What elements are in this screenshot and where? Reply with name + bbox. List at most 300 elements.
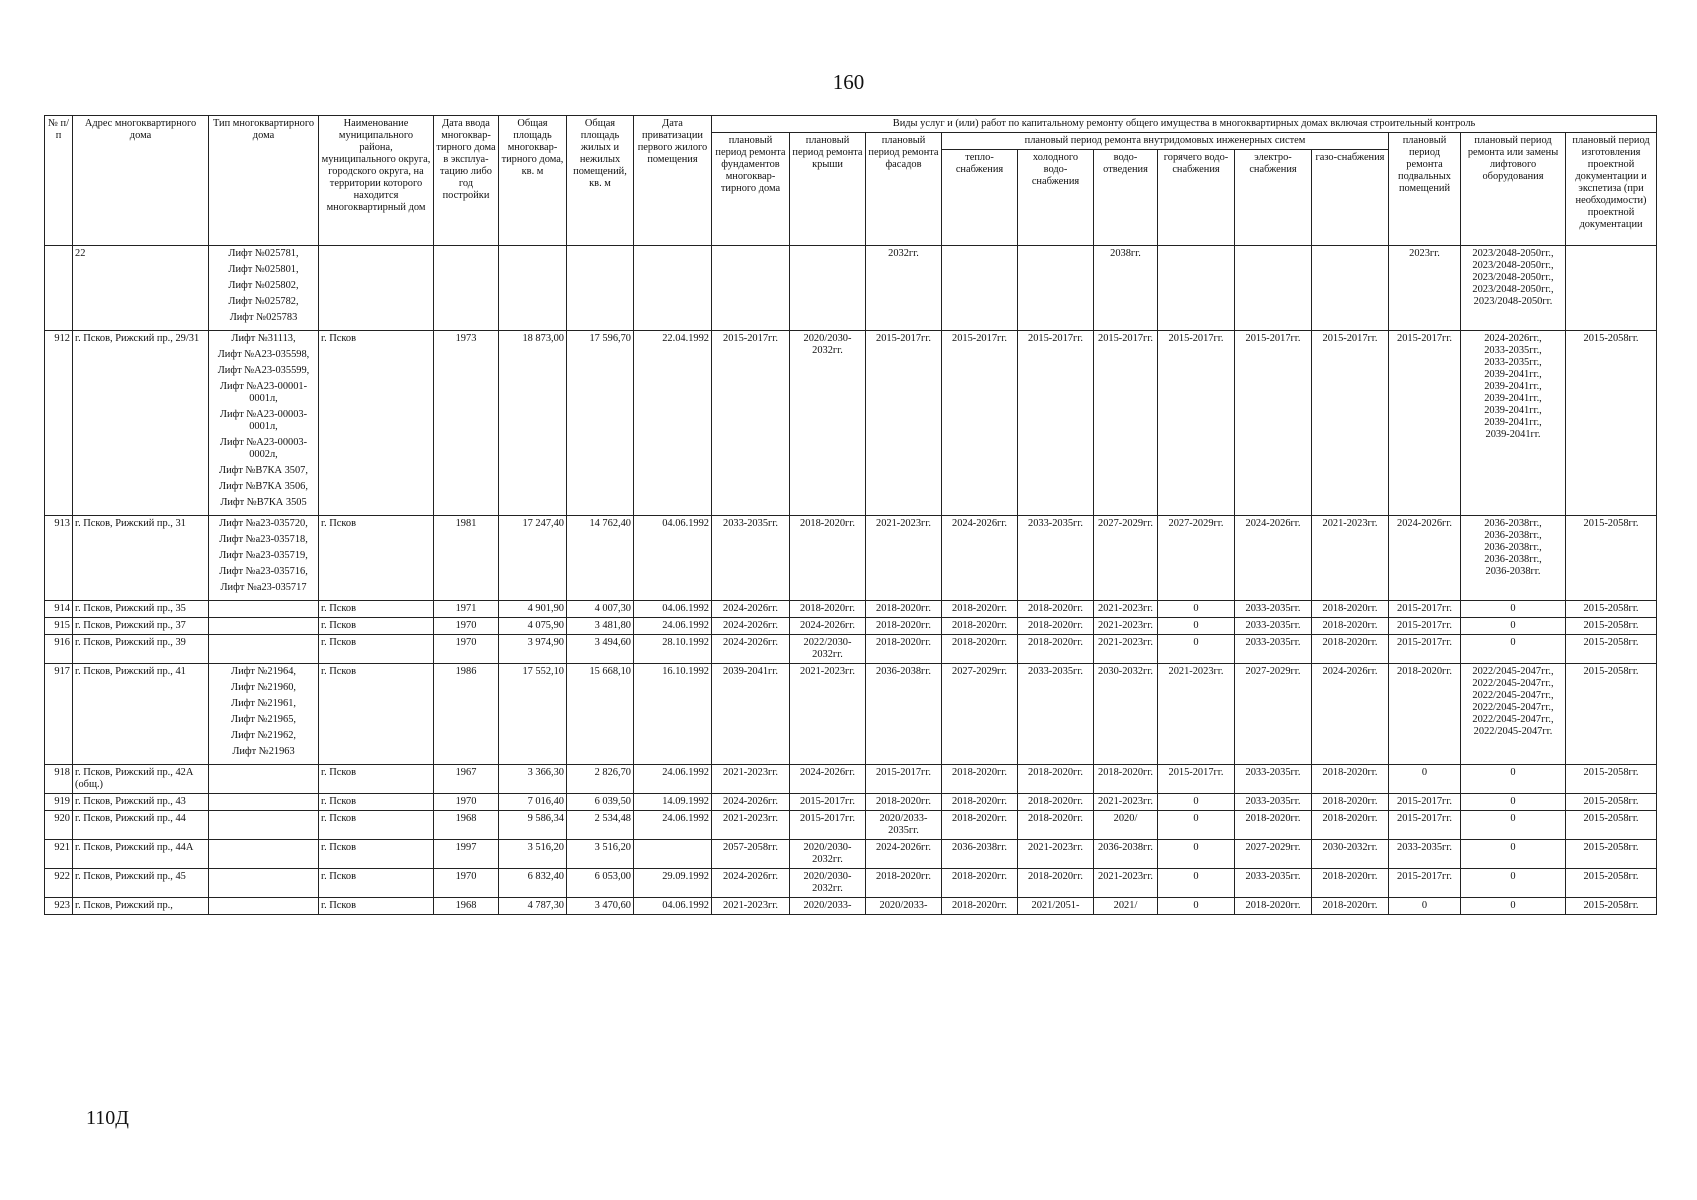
list-line: 2024-2026гг., — [1484, 333, 1542, 344]
cell-design-docs: 2015-2058гг. — [1566, 635, 1657, 664]
list-line: 2023/2048-2050гг., — [1472, 248, 1554, 259]
list-line: 2022/2045-2047гг. — [1473, 726, 1553, 737]
cell-electric: 2015-2017гг. — [1235, 331, 1312, 516]
cell-cold-water — [1018, 246, 1094, 331]
cell-sewer: 2021-2023гг. — [1094, 618, 1158, 635]
cell-municipality: г. Псков — [319, 765, 434, 794]
cell-living-area: 3 481,80 — [567, 618, 634, 635]
cell-gas: 2018-2020гг. — [1312, 618, 1389, 635]
cell-num: 914 — [45, 601, 73, 618]
table-row — [45, 765, 1657, 794]
cell-design-docs: 2015-2058гг. — [1566, 840, 1657, 869]
cell-roof: 2020/2030-2032гг. — [790, 331, 866, 516]
cell-total-area: 3 974,90 — [499, 635, 567, 664]
cell-hot-water: 0 — [1158, 840, 1235, 869]
cell-basement: 2015-2017гг. — [1389, 331, 1461, 516]
cell-design-docs: 2015-2058гг. — [1566, 601, 1657, 618]
cell-municipality: г. Псков — [319, 869, 434, 898]
cell-total-area: 17 247,40 — [499, 516, 567, 601]
table-row — [45, 664, 1657, 765]
cell-living-area — [567, 246, 634, 331]
cell-type — [209, 246, 319, 331]
cell-heat: 2015-2017гг. — [942, 331, 1018, 516]
cell-elevator — [1461, 840, 1566, 869]
list-line: Лифт №025802, — [228, 280, 299, 291]
cell-hot-water: 2021-2023гг. — [1158, 664, 1235, 765]
cell-hot-water: 0 — [1158, 869, 1235, 898]
list-line: Лифт №21964, — [231, 666, 296, 677]
cell-elevator — [1461, 765, 1566, 794]
list-line: 2022/2045-2047гг., — [1472, 678, 1554, 689]
cell-hot-water: 0 — [1158, 794, 1235, 811]
cell-roof: 2021-2023гг. — [790, 664, 866, 765]
cell-address: г. Псков, Рижский пр., 29/31 — [73, 331, 209, 516]
cell-hot-water: 0 — [1158, 811, 1235, 840]
table-row — [45, 898, 1657, 915]
table-row — [45, 794, 1657, 811]
cell-roof: 2022/2030-2032гг. — [790, 635, 866, 664]
cell-facade: 2018-2020гг. — [866, 618, 942, 635]
list-line: 2022/2045-2047гг., — [1472, 702, 1554, 713]
cell-sewer: 2021-2023гг. — [1094, 794, 1158, 811]
cell-heat: 2018-2020гг. — [942, 869, 1018, 898]
list-line: 2022/2045-2047гг., — [1472, 666, 1554, 677]
list-line: Лифт №В7КА 3507, — [219, 465, 308, 476]
cell-design-docs: 2015-2058гг. — [1566, 664, 1657, 765]
list-line: Лифт №21963 — [232, 746, 295, 757]
cell-gas: 2018-2020гг. — [1312, 811, 1389, 840]
list-line: 0 — [1510, 620, 1516, 631]
col-hot-water-header: горячего водо-снабжения — [1158, 150, 1235, 246]
cell-heat: 2018-2020гг. — [942, 794, 1018, 811]
list-line: Лифт №025781, — [228, 248, 299, 259]
col-year-header: Дата ввода многоквар-тирного дома в эксплуа-тацию либо год постройки — [434, 116, 499, 246]
cell-living-area: 17 596,70 — [567, 331, 634, 516]
list-line: 2022/2045-2047гг., — [1472, 690, 1554, 701]
cell-elevator — [1461, 618, 1566, 635]
cell-type — [209, 618, 319, 635]
cell-type — [209, 840, 319, 869]
cell-municipality: г. Псков — [319, 664, 434, 765]
cell-address: г. Псков, Рижский пр., 35 — [73, 601, 209, 618]
cell-electric: 2033-2035гг. — [1235, 635, 1312, 664]
cell-year: 1981 — [434, 516, 499, 601]
works-group-header: Виды услуг и (или) работ по капитальному ремонту общего имущества в многоквартирных домах включая строительный контроль — [712, 116, 1657, 133]
cell-design-docs: 2015-2058гг. — [1566, 898, 1657, 915]
cell-municipality — [319, 246, 434, 331]
cell-electric: 2018-2020гг. — [1235, 898, 1312, 915]
cell-year: 1968 — [434, 811, 499, 840]
cell-num — [45, 246, 73, 331]
table-row — [45, 618, 1657, 635]
cell-elevator — [1461, 794, 1566, 811]
table-row — [45, 601, 1657, 618]
list-line: 0 — [1510, 767, 1516, 778]
cell-electric: 2024-2026гг. — [1235, 516, 1312, 601]
cell-elevator — [1461, 664, 1566, 765]
cell-design-docs: 2015-2058гг. — [1566, 765, 1657, 794]
cell-facade: 2018-2020гг. — [866, 794, 942, 811]
cell-hot-water: 0 — [1158, 898, 1235, 915]
cell-heat: 2036-2038гг. — [942, 840, 1018, 869]
cell-privatization — [634, 840, 712, 869]
cell-address: г. Псков, Рижский пр., 44 — [73, 811, 209, 840]
cell-heat: 2027-2029гг. — [942, 664, 1018, 765]
cell-design-docs: 2015-2058гг. — [1566, 811, 1657, 840]
list-line: Лифт №А23-035599, — [217, 365, 310, 376]
cell-sewer: 2030-2032гг. — [1094, 664, 1158, 765]
cell-living-area: 4 007,30 — [567, 601, 634, 618]
cell-sewer: 2015-2017гг. — [1094, 331, 1158, 516]
list-line: 2036-2038гг., — [1484, 518, 1542, 529]
lift-list — [211, 666, 316, 758]
cell-municipality: г. Псков — [319, 601, 434, 618]
cell-basement: 2033-2035гг. — [1389, 840, 1461, 869]
cell-sewer: 2036-2038гг. — [1094, 840, 1158, 869]
cell-design-docs: 2015-2058гг. — [1566, 794, 1657, 811]
cell-roof: 2015-2017гг. — [790, 794, 866, 811]
list-line: 2022/2045-2047гг., — [1472, 714, 1554, 725]
cell-year — [434, 246, 499, 331]
cell-gas: 2030-2032гг. — [1312, 840, 1389, 869]
cell-electric — [1235, 246, 1312, 331]
cell-foundation: 2024-2026гг. — [712, 794, 790, 811]
cell-basement: 2023гг. — [1389, 246, 1461, 331]
cell-municipality: г. Псков — [319, 811, 434, 840]
cell-type — [209, 765, 319, 794]
cell-foundation — [712, 246, 790, 331]
cell-type — [209, 635, 319, 664]
cell-hot-water: 0 — [1158, 635, 1235, 664]
cell-design-docs: 2015-2058гг. — [1566, 331, 1657, 516]
cell-facade: 2020/2033- — [866, 898, 942, 915]
col-municipality-header: Наименование муниципального района, муниципального округа, городского округа, на территории которого находится многоквартирный дом — [319, 116, 434, 246]
cell-address: г. Псков, Рижский пр., 41 — [73, 664, 209, 765]
cell-total-area: 3 366,30 — [499, 765, 567, 794]
cell-sewer: 2021-2023гг. — [1094, 869, 1158, 898]
cell-cold-water: 2033-2035гг. — [1018, 664, 1094, 765]
cell-gas: 2018-2020гг. — [1312, 898, 1389, 915]
list-line: 2039-2041гг., — [1484, 417, 1542, 428]
cell-elevator — [1461, 811, 1566, 840]
list-line: 2039-2041гг., — [1484, 405, 1542, 416]
cell-sewer: 2021-2023гг. — [1094, 601, 1158, 618]
col-num-header: № п/п — [45, 116, 73, 246]
list-line: Лифт №21965, — [231, 714, 296, 725]
cell-total-area — [499, 246, 567, 331]
list-line: 0 — [1510, 796, 1516, 807]
cell-heat: 2018-2020гг. — [942, 601, 1018, 618]
cell-type — [209, 516, 319, 601]
footer-code: 110Д — [86, 1107, 129, 1129]
list-line: Лифт №В7КА 3505 — [220, 497, 307, 508]
cell-type — [209, 664, 319, 765]
cell-municipality: г. Псков — [319, 516, 434, 601]
cell-num: 915 — [45, 618, 73, 635]
cell-num: 919 — [45, 794, 73, 811]
cell-electric: 2033-2035гг. — [1235, 601, 1312, 618]
cell-basement: 0 — [1389, 898, 1461, 915]
cell-address: 22 — [73, 246, 209, 331]
cell-living-area: 3 470,60 — [567, 898, 634, 915]
list-line: 2036-2038гг., — [1484, 530, 1542, 541]
cell-cold-water: 2018-2020гг. — [1018, 635, 1094, 664]
cell-year: 1971 — [434, 601, 499, 618]
cell-facade: 2021-2023гг. — [866, 516, 942, 601]
cell-cold-water: 2021/2051- — [1018, 898, 1094, 915]
list-line: 0 — [1510, 871, 1516, 882]
cell-num: 918 — [45, 765, 73, 794]
cell-municipality: г. Псков — [319, 331, 434, 516]
cell-design-docs: 2015-2058гг. — [1566, 618, 1657, 635]
cell-gas: 2021-2023гг. — [1312, 516, 1389, 601]
list-line: Лифт №025783 — [229, 312, 298, 323]
list-line: 2023/2048-2050гг., — [1472, 284, 1554, 295]
list-line: 2033-2035гг., — [1484, 345, 1542, 356]
list-line: 0 — [1510, 842, 1516, 853]
cell-municipality: г. Псков — [319, 618, 434, 635]
cell-municipality: г. Псков — [319, 794, 434, 811]
cell-sewer: 2018-2020гг. — [1094, 765, 1158, 794]
cell-living-area: 3 516,20 — [567, 840, 634, 869]
cell-foundation: 2033-2035гг. — [712, 516, 790, 601]
cell-facade: 2032гг. — [866, 246, 942, 331]
list-line: 2023/2048-2050гг., — [1472, 260, 1554, 271]
list-line: Лифт №А23-00003-0002л, — [219, 437, 308, 460]
cell-heat — [942, 246, 1018, 331]
cell-privatization — [634, 246, 712, 331]
cell-privatization: 24.06.1992 — [634, 765, 712, 794]
cell-sewer: 2020/ — [1094, 811, 1158, 840]
cell-basement: 2015-2017гг. — [1389, 794, 1461, 811]
cell-heat: 2018-2020гг. — [942, 811, 1018, 840]
list-line: Лифт №21960, — [231, 682, 296, 693]
list-line: 2036-2038гг. — [1485, 566, 1541, 577]
cell-address: г. Псков, Рижский пр., 45 — [73, 869, 209, 898]
cell-electric: 2033-2035гг. — [1235, 794, 1312, 811]
cell-design-docs — [1566, 246, 1657, 331]
cell-roof: 2024-2026гг. — [790, 618, 866, 635]
cell-num: 913 — [45, 516, 73, 601]
cell-living-area: 2 826,70 — [567, 765, 634, 794]
cell-privatization: 24.06.1992 — [634, 618, 712, 635]
cell-total-area: 17 552,10 — [499, 664, 567, 765]
cell-total-area: 4 075,90 — [499, 618, 567, 635]
cell-roof: 2024-2026гг. — [790, 765, 866, 794]
cell-heat: 2018-2020гг. — [942, 898, 1018, 915]
cell-num: 917 — [45, 664, 73, 765]
cell-facade: 2018-2020гг. — [866, 635, 942, 664]
cell-foundation: 2021-2023гг. — [712, 811, 790, 840]
cell-privatization: 29.09.1992 — [634, 869, 712, 898]
cell-hot-water — [1158, 246, 1235, 331]
list-line: Лифт №а23-035716, — [219, 566, 308, 577]
list-line: Лифт №21961, — [231, 698, 296, 709]
cell-num: 920 — [45, 811, 73, 840]
cell-sewer: 2021-2023гг. — [1094, 635, 1158, 664]
cell-elevator — [1461, 331, 1566, 516]
cell-foundation: 2024-2026гг. — [712, 635, 790, 664]
col-elevator-header: плановый период ремонта или замены лифтового оборудования — [1461, 133, 1566, 246]
cell-electric: 2033-2035гг. — [1235, 618, 1312, 635]
cell-year: 1970 — [434, 635, 499, 664]
cell-privatization: 04.06.1992 — [634, 898, 712, 915]
table-header — [45, 116, 1657, 246]
cell-cold-water: 2018-2020гг. — [1018, 765, 1094, 794]
col-address-header: Адрес многоквартирного дома — [73, 116, 209, 246]
cell-living-area: 2 534,48 — [567, 811, 634, 840]
cell-foundation: 2024-2026гг. — [712, 601, 790, 618]
cell-living-area: 6 039,50 — [567, 794, 634, 811]
cell-facade: 2018-2020гг. — [866, 869, 942, 898]
cell-num: 912 — [45, 331, 73, 516]
cell-electric: 2018-2020гг. — [1235, 811, 1312, 840]
cell-gas: 2018-2020гг. — [1312, 869, 1389, 898]
cell-facade: 2018-2020гг. — [866, 601, 942, 618]
cell-cold-water: 2018-2020гг. — [1018, 618, 1094, 635]
cell-gas: 2018-2020гг. — [1312, 601, 1389, 618]
col-type-header: Тип многоквартирного дома — [209, 116, 319, 246]
col-roof-header: плановый период ремонта крыши — [790, 133, 866, 246]
cell-year: 1970 — [434, 618, 499, 635]
cell-total-area: 3 516,20 — [499, 840, 567, 869]
cell-type — [209, 869, 319, 898]
cell-total-area: 9 586,34 — [499, 811, 567, 840]
list-line: 2023/2048-2050гг. — [1473, 296, 1553, 307]
cell-privatization: 22.04.1992 — [634, 331, 712, 516]
col-design-docs-header: плановый период изготовления проектной документации и экспетиза (при необходимости) проектной документации — [1566, 133, 1657, 246]
cell-foundation: 2057-2058гг. — [712, 840, 790, 869]
cell-gas: 2018-2020гг. — [1312, 635, 1389, 664]
cell-privatization: 14.09.1992 — [634, 794, 712, 811]
cell-heat: 2018-2020гг. — [942, 618, 1018, 635]
cell-num: 922 — [45, 869, 73, 898]
table-row-continuation — [45, 246, 1657, 331]
cell-year: 1968 — [434, 898, 499, 915]
cell-heat: 2018-2020гг. — [942, 635, 1018, 664]
cell-facade: 2036-2038гг. — [866, 664, 942, 765]
list-line: 2023/2048-2050гг., — [1472, 272, 1554, 283]
cell-roof: 2015-2017гг. — [790, 811, 866, 840]
list-line: Лифт №А23-00001-0001л, — [219, 381, 308, 404]
cell-gas: 2018-2020гг. — [1312, 794, 1389, 811]
list-line: Лифт №025782, — [228, 296, 299, 307]
list-line: Лифт №В7КА 3506, — [219, 481, 308, 492]
cell-cold-water: 2018-2020гг. — [1018, 794, 1094, 811]
cell-year: 1986 — [434, 664, 499, 765]
cell-total-area: 4 787,30 — [499, 898, 567, 915]
cell-sewer: 2027-2029гг. — [1094, 516, 1158, 601]
cell-address: г. Псков, Рижский пр., — [73, 898, 209, 915]
cell-facade: 2020/2033-2035гг. — [866, 811, 942, 840]
list-line: Лифт №А23-00003-0001л, — [219, 409, 308, 432]
cell-roof: 2020/2030-2032гг. — [790, 869, 866, 898]
cell-cold-water: 2033-2035гг. — [1018, 516, 1094, 601]
cell-gas: 2015-2017гг. — [1312, 331, 1389, 516]
table-row — [45, 516, 1657, 601]
cell-roof: 2018-2020гг. — [790, 601, 866, 618]
list-line: Лифт №025801, — [228, 264, 299, 275]
list-line: 0 — [1510, 637, 1516, 648]
cell-heat: 2018-2020гг. — [942, 765, 1018, 794]
cell-cold-water: 2021-2023гг. — [1018, 840, 1094, 869]
cell-living-area: 14 762,40 — [567, 516, 634, 601]
lift-list — [211, 518, 316, 594]
cell-elevator — [1461, 516, 1566, 601]
cell-basement: 2018-2020гг. — [1389, 664, 1461, 765]
cell-privatization: 16.10.1992 — [634, 664, 712, 765]
col-basement-header: плановый период ремонта подвальных помещений — [1389, 133, 1461, 246]
capital-repair-table — [44, 115, 1657, 915]
list-line: Лифт №а23-035718, — [219, 534, 308, 545]
cell-type — [209, 601, 319, 618]
cell-foundation: 2024-2026гг. — [712, 618, 790, 635]
cell-municipality: г. Псков — [319, 840, 434, 869]
col-sewer-header: водо-отведения — [1094, 150, 1158, 246]
cell-facade: 2024-2026гг. — [866, 840, 942, 869]
page-number: 160 — [832, 70, 865, 94]
cell-roof: 2018-2020гг. — [790, 516, 866, 601]
cell-basement: 2015-2017гг. — [1389, 601, 1461, 618]
cell-type — [209, 794, 319, 811]
cell-num: 921 — [45, 840, 73, 869]
list-line: Лифт №31113, — [231, 333, 296, 344]
cell-cold-water: 2018-2020гг. — [1018, 601, 1094, 618]
list-line: Лифт №а23-035719, — [219, 550, 308, 561]
cell-electric: 2027-2029гг. — [1235, 664, 1312, 765]
cell-living-area: 3 494,60 — [567, 635, 634, 664]
cell-year: 1970 — [434, 794, 499, 811]
cell-privatization: 04.06.1992 — [634, 516, 712, 601]
list-line: 2036-2038гг., — [1484, 554, 1542, 565]
list-line: Лифт №а23-035720, — [219, 518, 308, 529]
cell-electric: 2033-2035гг. — [1235, 869, 1312, 898]
cell-foundation: 2039-2041гг. — [712, 664, 790, 765]
cell-living-area: 15 668,10 — [567, 664, 634, 765]
list-line: 2039-2041гг. — [1485, 429, 1541, 440]
cell-roof: 2020/2030-2032гг. — [790, 840, 866, 869]
col-privatization-header: Дата приватизации первого жилого помещения — [634, 116, 712, 246]
cell-foundation: 2021-2023гг. — [712, 898, 790, 915]
list-line: Лифт №а23-035717 — [220, 582, 307, 593]
list-line: 2039-2041гг., — [1484, 393, 1542, 404]
cell-address: г. Псков, Рижский пр., 31 — [73, 516, 209, 601]
cell-address: г. Псков, Рижский пр., 39 — [73, 635, 209, 664]
list-line: 0 — [1510, 900, 1516, 911]
cell-design-docs: 2015-2058гг. — [1566, 516, 1657, 601]
cell-facade: 2015-2017гг. — [866, 765, 942, 794]
cell-cold-water: 2018-2020гг. — [1018, 869, 1094, 898]
cell-num: 923 — [45, 898, 73, 915]
cell-foundation: 2015-2017гг. — [712, 331, 790, 516]
cell-hot-water: 2015-2017гг. — [1158, 765, 1235, 794]
col-total-area-header: Общая площадь многоквар-тирного дома, кв. м — [499, 116, 567, 246]
cell-hot-water: 0 — [1158, 618, 1235, 635]
list-line: 2039-2041гг., — [1484, 369, 1542, 380]
list-line: Лифт №21962, — [231, 730, 296, 741]
cell-type — [209, 811, 319, 840]
table-row — [45, 869, 1657, 898]
cell-gas — [1312, 246, 1389, 331]
cell-privatization: 24.06.1992 — [634, 811, 712, 840]
cell-privatization: 28.10.1992 — [634, 635, 712, 664]
cell-municipality: г. Псков — [319, 898, 434, 915]
cell-basement: 2024-2026гг. — [1389, 516, 1461, 601]
cell-year: 1967 — [434, 765, 499, 794]
engineering-group-header: плановый период ремонта внутридомовых инженерных систем — [942, 133, 1389, 150]
list-line: 2036-2038гг., — [1484, 542, 1542, 553]
cell-year: 1973 — [434, 331, 499, 516]
